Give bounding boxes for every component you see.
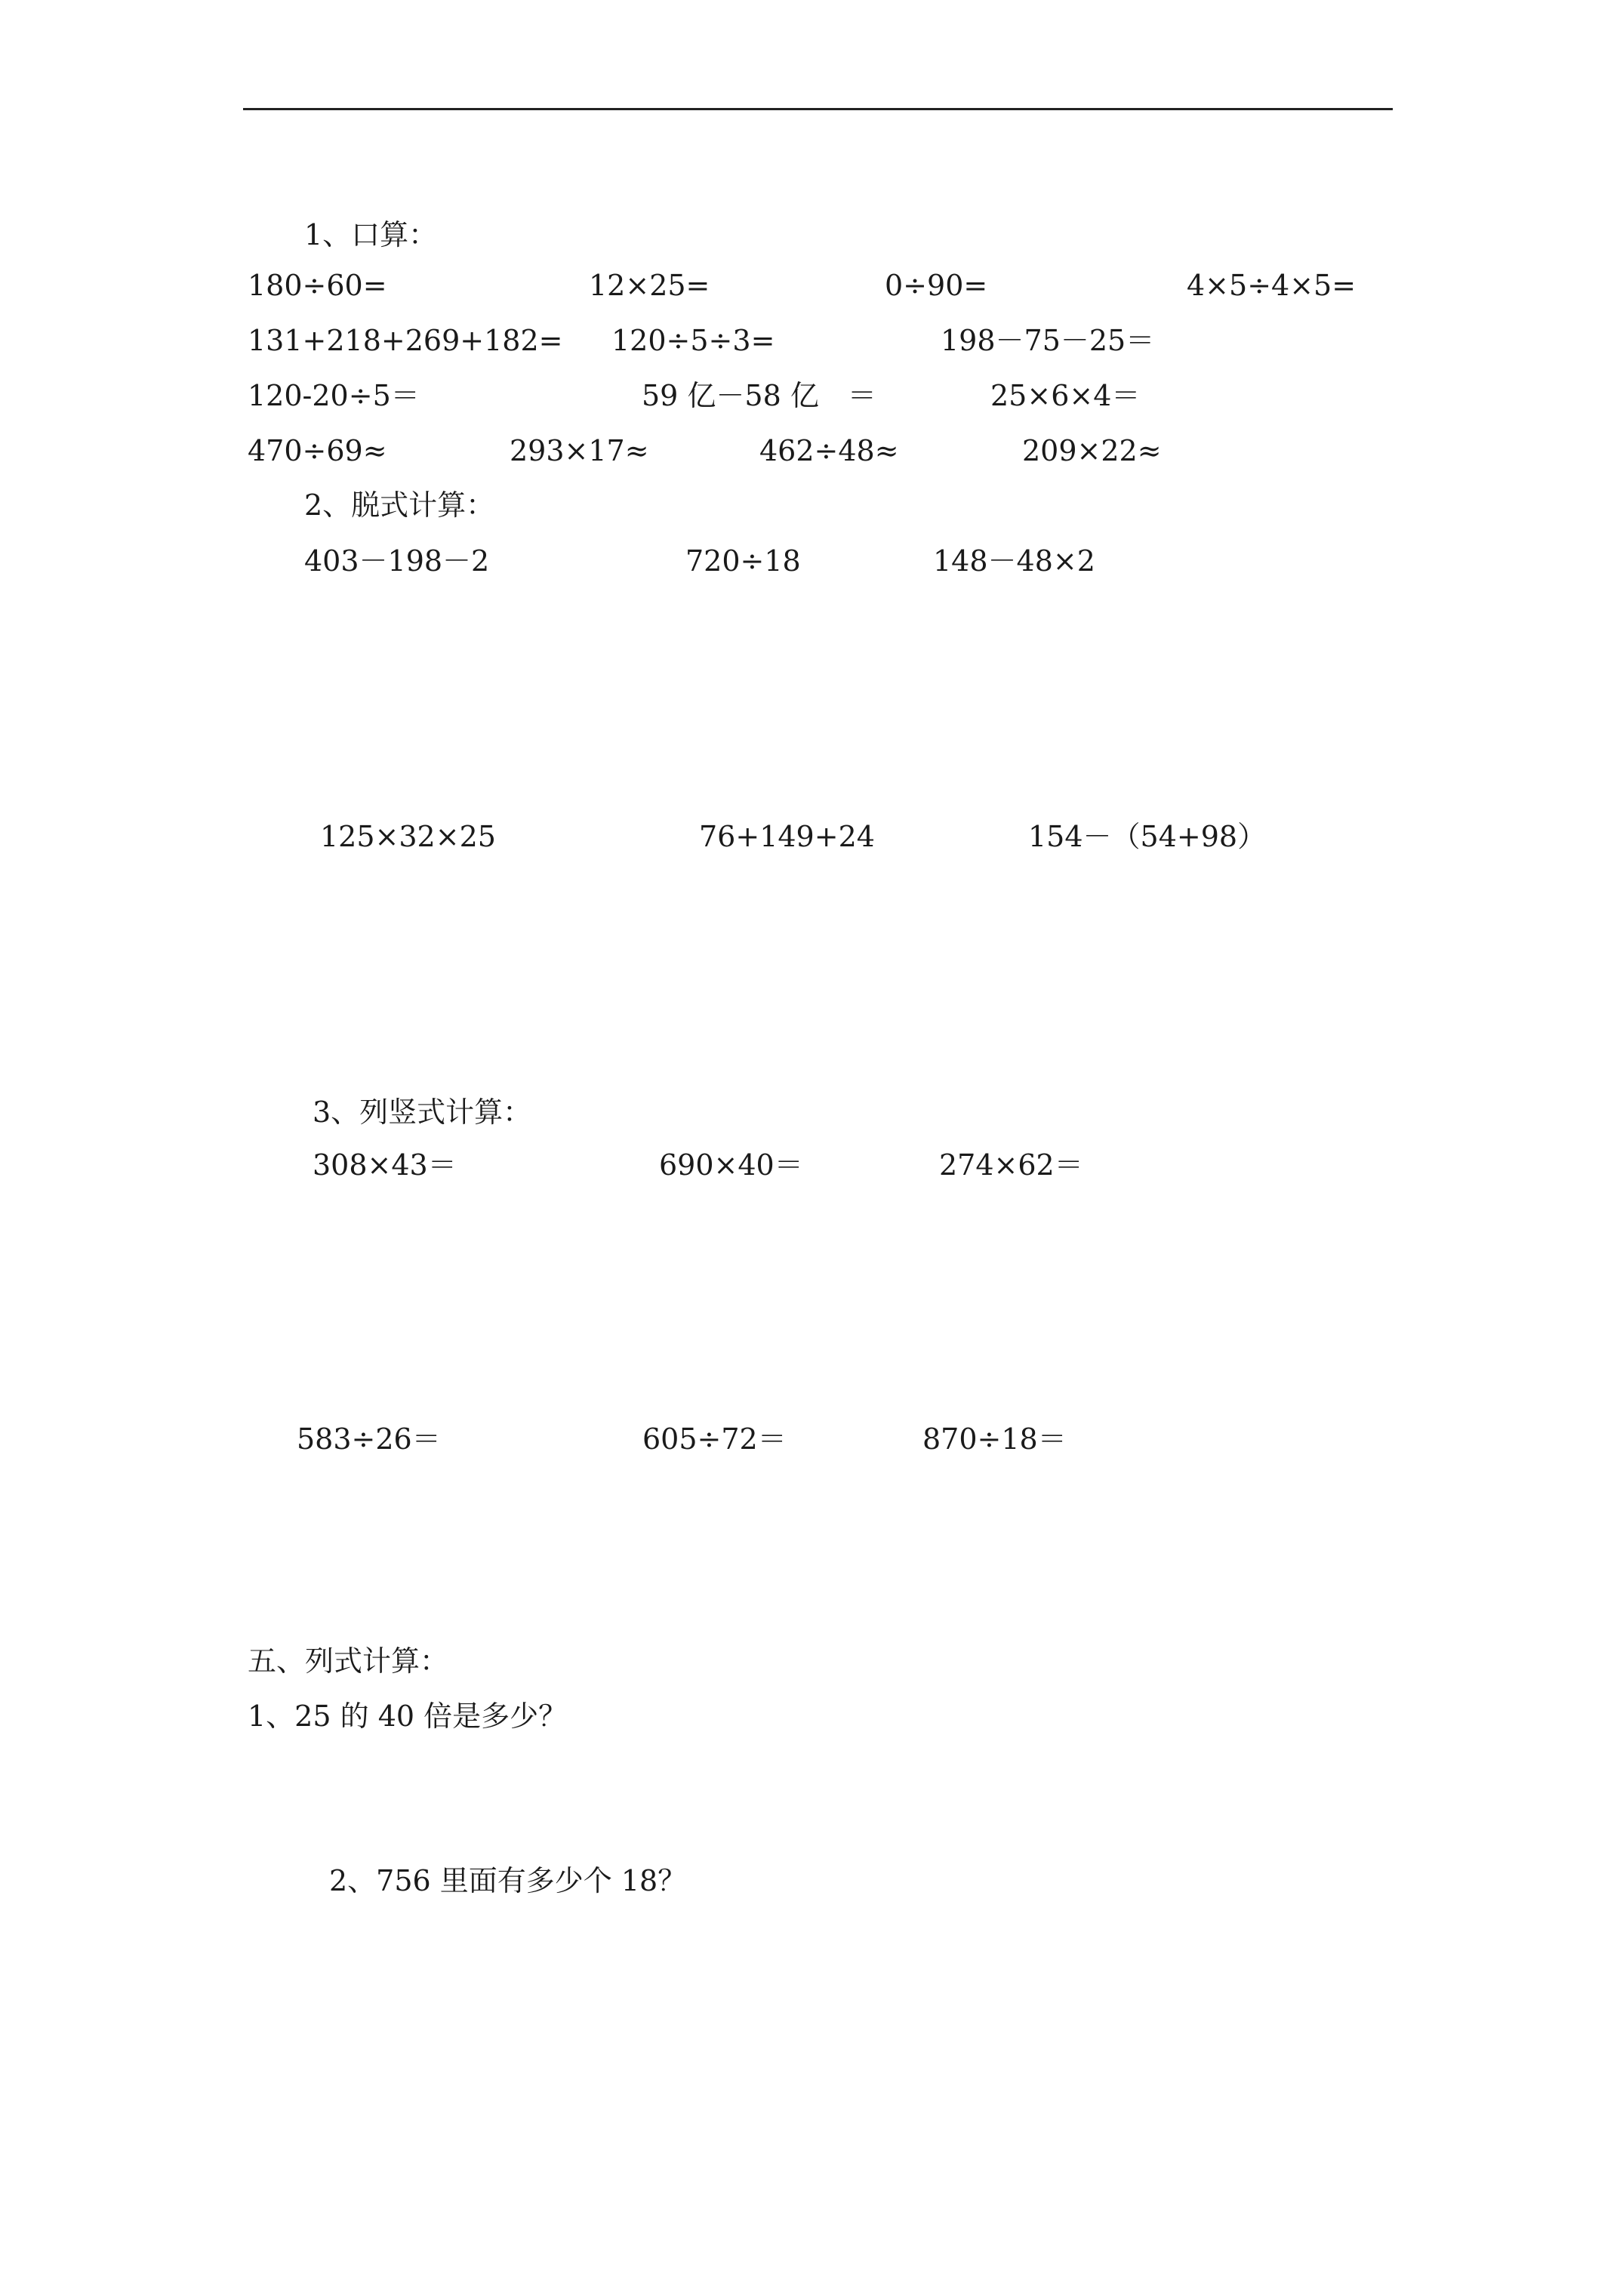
- vertical-calc-item: 274×62＝: [939, 1148, 1083, 1182]
- step-calc-item: 154－（54+98）: [1028, 820, 1267, 853]
- section5-heading: 五、列式计算：: [248, 1644, 449, 1678]
- step-calc-item: 125×32×25: [320, 820, 496, 853]
- section2-heading: 2、脱式计算：: [304, 488, 495, 522]
- header-rule: [243, 108, 1393, 110]
- oral-calc-item: 12×25=: [589, 269, 710, 302]
- word-problem-1: 1、25 的 40 倍是多少？: [248, 1700, 568, 1733]
- vertical-calc-item: 690×40＝: [659, 1148, 803, 1182]
- oral-calc-item: 470÷69≈: [248, 434, 387, 467]
- oral-calc-item: 25×6×4＝: [990, 379, 1141, 412]
- vertical-calc-item: 308×43＝: [313, 1148, 457, 1182]
- oral-calc-item: 4×5÷4×5=: [1187, 269, 1357, 302]
- oral-calc-item: 0÷90=: [885, 269, 988, 302]
- oral-calc-item: 59 亿－58 亿 ＝: [642, 379, 876, 412]
- step-calc-item: 720÷18: [685, 544, 801, 578]
- oral-calc-item: 293×17≈: [510, 434, 649, 467]
- word-problem-2: 2、756 里面有多少个 18？: [329, 1864, 687, 1897]
- vertical-calc-item: 583÷26＝: [297, 1422, 441, 1456]
- section3-heading: 3、列竖式计算：: [313, 1096, 532, 1129]
- step-calc-item: 403－198－2: [304, 544, 490, 578]
- oral-calc-item: 120÷5÷3=: [611, 324, 775, 357]
- step-calc-item: 76+149+24: [699, 820, 875, 853]
- oral-calc-item: 198－75－25＝: [941, 324, 1155, 357]
- oral-calc-item: 120-20÷5＝: [248, 379, 420, 412]
- oral-calc-item: 131+218+269+182=: [248, 324, 563, 357]
- oral-calc-item: 462÷48≈: [759, 434, 899, 467]
- section1-heading: 1、口算：: [304, 218, 438, 251]
- oral-calc-item: 180÷60=: [248, 269, 387, 302]
- vertical-calc-item: 605÷72＝: [642, 1422, 787, 1456]
- step-calc-item: 148－48×2: [933, 544, 1095, 578]
- oral-calc-item: 209×22≈: [1022, 434, 1162, 467]
- vertical-calc-item: 870÷18＝: [922, 1422, 1067, 1456]
